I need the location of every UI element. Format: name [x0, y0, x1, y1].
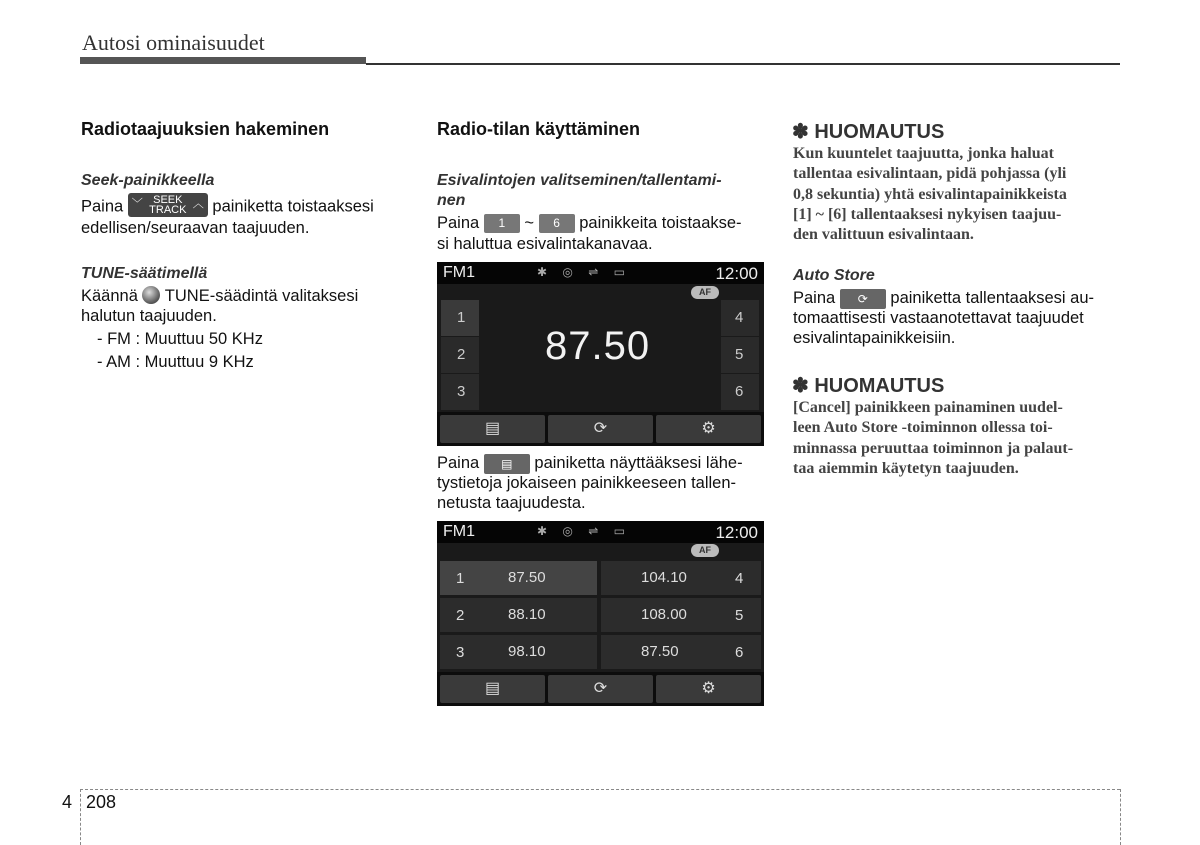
auto-store-paragraph-line2: tomaattisesti vastaanotettavat taajuudet — [793, 309, 1084, 327]
af-badge: AF — [691, 286, 719, 299]
chevron-up-icon: ︿ — [192, 198, 204, 210]
auto-store-icon: ⟳ — [593, 680, 608, 697]
seek-paragraph-line2: edellisen/seuraavan taajuuden. — [81, 219, 310, 237]
preset-row-6[interactable]: 87.50 6 — [601, 635, 761, 669]
tune-paragraph-line2: halutun taajuuden. — [81, 307, 217, 325]
band-label: FM1 — [443, 264, 475, 281]
status-icons: ✱ ◎ ⇌ ▭ — [537, 524, 631, 538]
note-body-2: [Cancel] painikkeen painaminen uudel- leen Auto Store -toiminnon ollessa toi- minnassa peruuttaa toiminnon ja palaut- taa aiemmin käytetyn taajuuden. — [793, 399, 1074, 477]
note-heading-2: ✽ HUOMAUTUS — [792, 375, 945, 397]
settings-button[interactable] — [656, 675, 761, 703]
page-number: 208 — [86, 792, 117, 812]
radio-screen-main — [437, 262, 764, 446]
section-number: 4 — [62, 792, 73, 812]
list-item-fm: - FM : Muuttuu 50 KHz — [97, 330, 263, 348]
subheading-presets-l2: nen — [437, 192, 466, 209]
af-badge: AF — [691, 544, 719, 557]
radio-screen-preset-list — [437, 521, 764, 706]
note-heading-1: ✽ HUOMAUTUS — [792, 121, 945, 143]
auto-store-paragraph: Paina ⟳ painiketta tallentaaksesi au- — [793, 289, 1095, 307]
band-label: FM1 — [443, 523, 475, 540]
subheading-seek: Seek-painikkeella — [81, 172, 215, 189]
running-header: Autosi ominaisuudet — [82, 30, 265, 55]
list-paragraph-line3: netusta taajuudesta. — [437, 494, 586, 512]
gear-icon: ⚙ — [701, 420, 716, 437]
screen-toolbar — [437, 672, 764, 706]
preset-row-1[interactable]: 1 87.50 — [440, 561, 597, 595]
header-bar — [80, 57, 366, 64]
preset-button-4[interactable]: 4 — [721, 300, 759, 336]
tune-paragraph: Käännä TUNE-säädintä valitaksesi — [81, 287, 359, 305]
footer-rule — [80, 789, 1120, 790]
header-rule — [366, 63, 1120, 65]
tune-knob-icon — [142, 286, 160, 304]
subheading-tune: TUNE-säätimellä — [81, 265, 208, 282]
clock: 12:00 — [715, 264, 758, 283]
auto-store-paragraph-line3: esivalintapainikkeisiin. — [793, 329, 956, 347]
preset-list-icon: ▤ — [484, 680, 501, 697]
preset-button-3[interactable]: 3 — [441, 374, 479, 410]
frequency-display: 87.50 — [545, 324, 651, 368]
heading-radio-mode: Radio-tilan käyttäminen — [437, 119, 641, 139]
preset-list-button[interactable] — [440, 675, 545, 703]
preset-row-5[interactable]: 108.00 5 — [601, 598, 761, 632]
auto-store-button[interactable] — [548, 415, 653, 443]
chevron-down-icon: ﹀ — [131, 198, 143, 210]
subheading-presets-l1: Esivalintojen valitseminen/tallentami- — [437, 172, 722, 189]
preset-button-2[interactable]: 2 — [441, 337, 479, 373]
heading-radio-search: Radiotaajuuksien hakeminen — [81, 119, 330, 139]
auto-store-button-image: ⟳ — [840, 289, 886, 309]
subheading-auto-store: Auto Store — [793, 267, 875, 284]
preset-row-4[interactable]: 104.10 4 — [601, 561, 761, 595]
status-bar — [437, 262, 764, 284]
gear-icon: ⚙ — [701, 680, 716, 697]
preset-button-6[interactable]: 6 — [721, 374, 759, 410]
preset-button-1[interactable]: 1 — [441, 300, 479, 336]
list-paragraph: Paina ▤ painiketta näyttääksesi lähe- — [437, 454, 743, 472]
preset-6-button-image: 6 — [539, 214, 575, 233]
preset-row-2[interactable]: 2 88.10 — [440, 598, 597, 632]
auto-store-button[interactable] — [548, 675, 653, 703]
footer-divider-left — [80, 789, 81, 845]
status-icons: ✱ ◎ ⇌ ▭ — [537, 265, 631, 279]
settings-button[interactable] — [656, 415, 761, 443]
seek-paragraph: Paina ﹀ SEEK TRACK ︿ painiketta toistaaksesi — [81, 194, 374, 216]
clock: 12:00 — [715, 523, 758, 542]
auto-store-icon: ⟳ — [593, 420, 608, 437]
preset-list-button[interactable] — [440, 415, 545, 443]
presets-paragraph: Paina 1 ~ 6 painikkeita toistaakse- — [437, 214, 742, 232]
preset-list-button-image: ▤ — [484, 454, 530, 474]
list-item-am: - AM : Muuttuu 9 KHz — [97, 353, 254, 371]
presets-paragraph-line2: si haluttua esivalintakanavaa. — [437, 235, 653, 253]
screen-toolbar — [437, 412, 764, 446]
preset-row-3[interactable]: 3 98.10 — [440, 635, 597, 669]
note-body-1: Kun kuuntelet taajuutta, jonka haluat tallentaa esivalintaan, pidä pohjassa (yli 0,8 sekuntia) yhtä esivalintapainikkeista [1] ~ [6] tallentaaksesi nykyisen taajuu- den valittuun esivalintaan. — [793, 145, 1067, 244]
preset-button-5[interactable]: 5 — [721, 337, 759, 373]
status-bar — [437, 521, 764, 543]
preset-1-button-image: 1 — [484, 214, 520, 233]
preset-list-icon: ▤ — [484, 420, 501, 437]
list-paragraph-line2: tystietoja jokaiseen painikkeeseen tallen- — [437, 474, 737, 492]
seek-track-button-image: ﹀ SEEK TRACK ︿ — [128, 193, 208, 217]
footer-divider-right — [1120, 789, 1121, 845]
